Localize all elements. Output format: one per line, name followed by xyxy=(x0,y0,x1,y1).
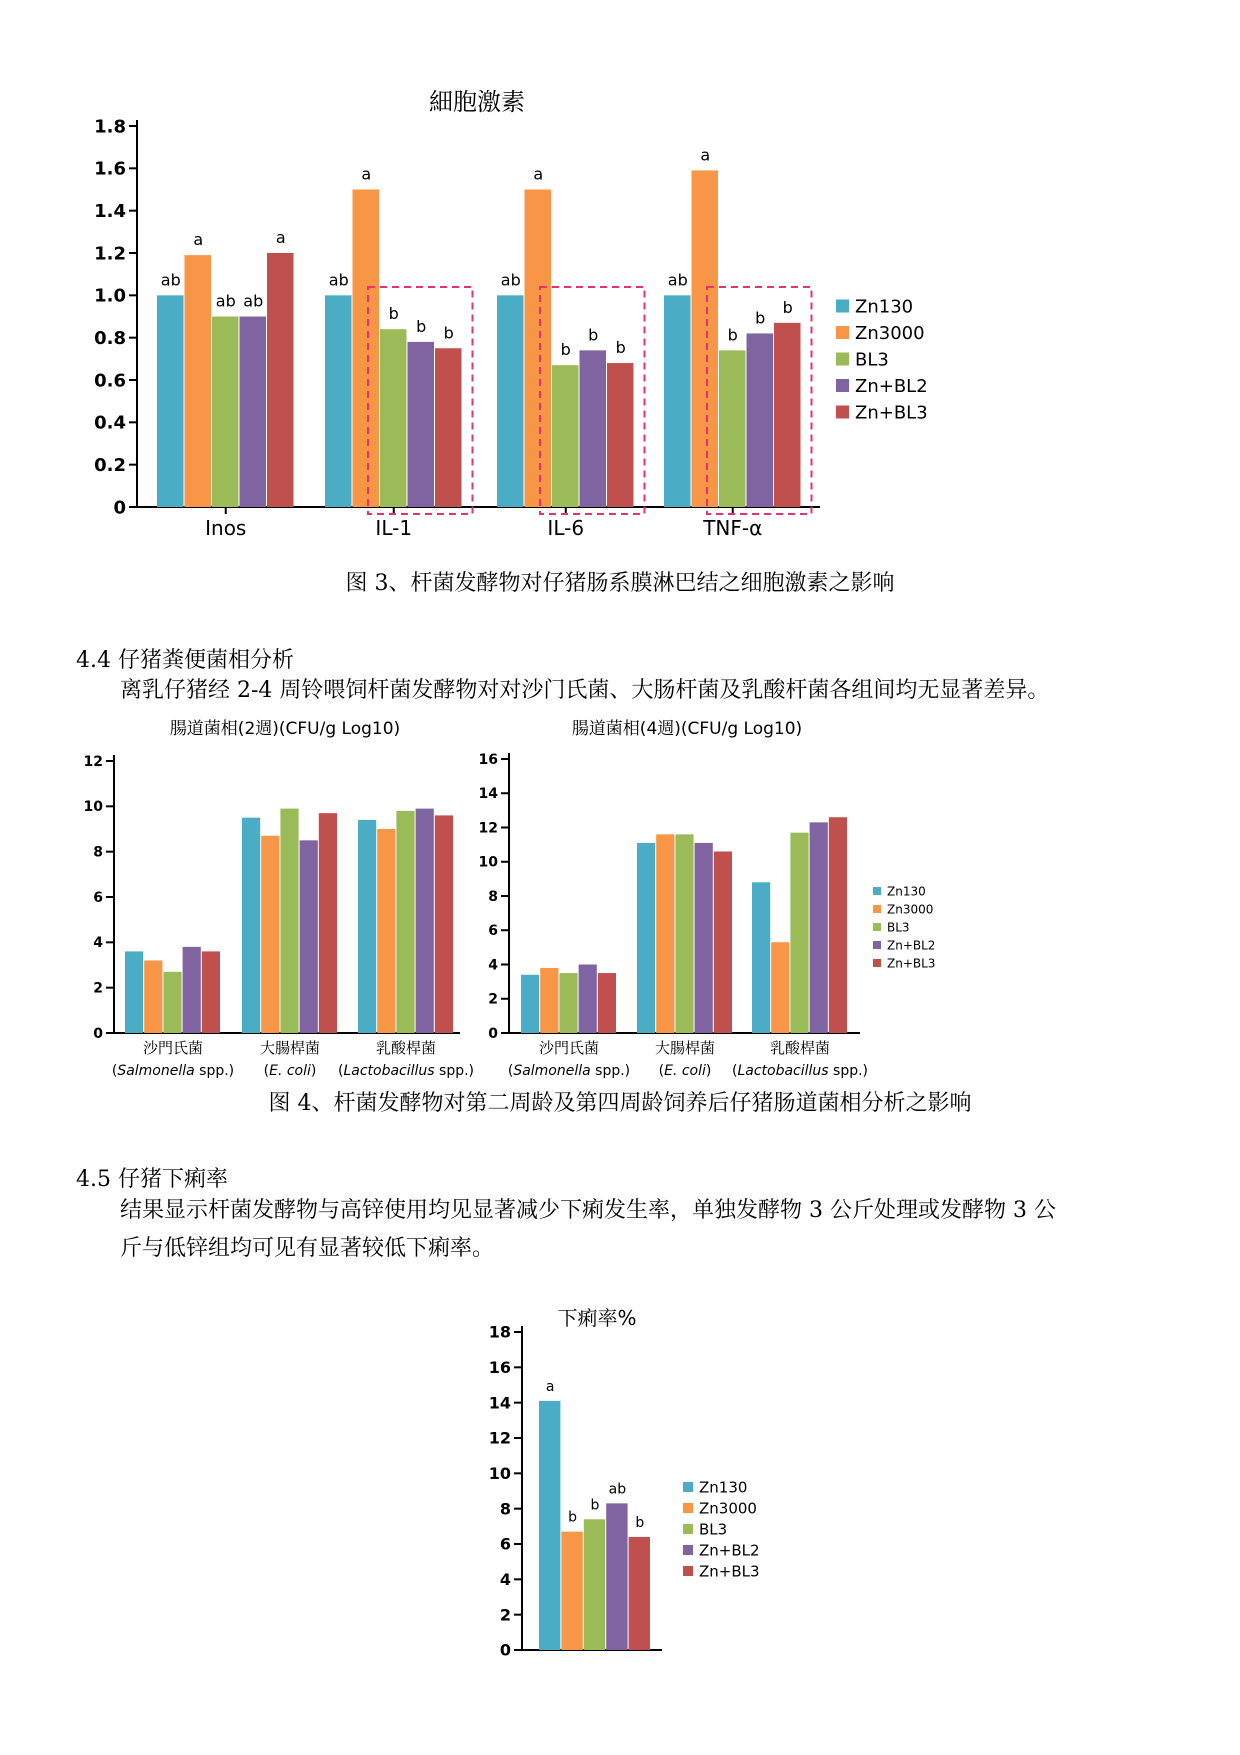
x-category-label: 乳酸桿菌 xyxy=(769,1039,831,1057)
y-tick-label: 8 xyxy=(93,844,103,861)
figure4-caption: 图 4、杆菌发酵物对第二周龄及第四周龄饲养后仔猪肠道菌相分析之影响 xyxy=(268,1091,972,1116)
x-category-label: 沙門氏菌 xyxy=(538,1039,600,1057)
y-tick-label: 2 xyxy=(93,980,103,997)
chart-title: 細胞激素 xyxy=(429,88,525,116)
significance-label: ab xyxy=(667,270,688,290)
legend-label: Zn+BL2 xyxy=(887,938,936,953)
legend-label: BL3 xyxy=(887,920,910,935)
latin-name: Lactobacillus xyxy=(737,1063,829,1079)
significance-label: ab xyxy=(215,291,236,311)
y-tick-label: 8 xyxy=(488,888,498,905)
bar-zn-bl2 xyxy=(606,1503,627,1650)
y-tick-label: 2 xyxy=(499,1605,511,1625)
significance-label: a xyxy=(533,164,544,184)
section-4-5-text-line2: 斤与低锌组均可见有显著较低下痢率。 xyxy=(120,1236,495,1261)
y-tick-label: 16 xyxy=(478,751,498,768)
y-tick-label: 10 xyxy=(478,854,498,871)
y-tick-label: 12 xyxy=(83,753,103,770)
legend-label: Zn3000 xyxy=(887,902,934,917)
significance-label: b xyxy=(615,338,626,358)
y-tick-label: 1.6 xyxy=(94,158,126,180)
y-tick-label: 0 xyxy=(488,1025,498,1042)
latin-name: E. coli xyxy=(269,1063,311,1079)
y-tick-label: 6 xyxy=(93,889,103,906)
chart-title: 下痢率% xyxy=(557,1306,637,1330)
legend-label: Zn+BL3 xyxy=(887,956,936,971)
latin-name: Lactobacillus xyxy=(343,1063,435,1079)
y-tick-label: 0.2 xyxy=(94,454,126,476)
legend-swatch-bl3 xyxy=(683,1524,693,1534)
legend-swatch-zn-bl3 xyxy=(683,1566,693,1576)
y-tick-label: 4 xyxy=(499,1569,511,1589)
bar-bl3 xyxy=(584,1519,605,1650)
latin-suffix: ) xyxy=(310,1063,317,1079)
y-tick-label: 1.2 xyxy=(94,243,126,265)
bar-zn-bl3 xyxy=(629,1537,650,1650)
latin-prefix: ( xyxy=(337,1063,344,1079)
x-category-label: 大腸桿菌 xyxy=(654,1039,716,1057)
section-4-5-text-line1: 结果显示杆菌发酵物与高锌使用均见显著减少下痢发生率，单独发酵物 3 公斤处理或发酵物 3 公 xyxy=(120,1198,1056,1223)
y-tick-label: 2 xyxy=(488,991,498,1008)
legend-label: Zn130 xyxy=(855,296,914,318)
x-category-label: 沙門氏菌 xyxy=(142,1039,204,1057)
y-tick-label: 0 xyxy=(93,1025,103,1042)
significance-label: b xyxy=(588,325,599,345)
latin-name: E. coli xyxy=(664,1063,706,1079)
legend-label: BL3 xyxy=(855,349,889,371)
section-4-5-heading: 4.5 仔猪下痢率 xyxy=(76,1167,228,1192)
x-category-label: TNF-α xyxy=(703,516,763,540)
chart-title: 腸道菌相(4週)(CFU/g Log10) xyxy=(571,719,803,739)
y-tick-label: 8 xyxy=(499,1499,511,1519)
bar-zn3000 xyxy=(561,1532,582,1650)
significance-label: b xyxy=(635,1514,645,1531)
y-tick-label: 10 xyxy=(83,799,103,816)
y-tick-label: 0.6 xyxy=(94,370,126,392)
latin-suffix: spp.) xyxy=(434,1063,475,1079)
significance-label: b xyxy=(727,325,738,345)
latin-prefix: ( xyxy=(658,1063,665,1079)
significance-label: b xyxy=(590,1497,600,1514)
legend-swatch-zn3000 xyxy=(683,1503,693,1513)
latin-name: Salmonella xyxy=(513,1063,591,1079)
significance-label: b xyxy=(443,323,454,343)
significance-label: a xyxy=(193,230,204,250)
figure3-caption: 图 3、杆菌发酵物对仔猪肠系膜淋巴结之细胞激素之影响 xyxy=(345,571,895,596)
legend-label: Zn3000 xyxy=(699,1499,757,1518)
y-tick-label: 1.8 xyxy=(94,116,126,138)
legend-swatch-zn130 xyxy=(683,1482,693,1492)
y-tick-label: 6 xyxy=(488,923,498,940)
y-tick-label: 14 xyxy=(478,786,498,803)
y-tick-label: 0.8 xyxy=(94,327,126,349)
x-category-label: IL-6 xyxy=(547,516,585,540)
significance-label: a xyxy=(361,164,372,184)
legend-label: Zn+BL2 xyxy=(855,375,928,397)
latin-suffix: spp.) xyxy=(828,1063,869,1079)
significance-label: b xyxy=(568,1509,578,1526)
legend-label: Zn+BL2 xyxy=(699,1541,760,1560)
legend-label: Zn+BL3 xyxy=(699,1562,760,1581)
significance-label: ab xyxy=(500,270,521,290)
significance-label: b xyxy=(755,308,766,328)
section-4-4-text: 离乳仔猪经 2-4 周铃喂饲杆菌发酵物对对沙门氏菌、大肠杆菌及乳酸杆菌各组间均无显著差异。 xyxy=(120,678,1050,703)
significance-label: b xyxy=(560,340,571,360)
latin-name: Salmonella xyxy=(117,1063,195,1079)
significance-label: b xyxy=(416,316,427,336)
latin-suffix: ) xyxy=(705,1063,712,1079)
latin-suffix: spp.) xyxy=(194,1063,235,1079)
y-tick-label: 4 xyxy=(93,935,103,952)
y-tick-label: 1.0 xyxy=(94,285,126,307)
y-tick-label: 12 xyxy=(488,1428,511,1448)
latin-prefix: ( xyxy=(263,1063,270,1079)
y-tick-label: 0 xyxy=(499,1640,511,1660)
y-tick-label: 16 xyxy=(488,1357,511,1377)
significance-label: ab xyxy=(328,270,349,290)
latin-prefix: ( xyxy=(507,1063,514,1079)
legend-label: Zn+BL3 xyxy=(855,402,928,424)
y-tick-label: 10 xyxy=(488,1463,511,1483)
latin-prefix: ( xyxy=(111,1063,118,1079)
latin-prefix: ( xyxy=(731,1063,738,1079)
x-category-label: Inos xyxy=(205,516,247,540)
legend-swatch-zn-bl2 xyxy=(683,1545,693,1555)
significance-label: ab xyxy=(243,291,264,311)
significance-label: b xyxy=(388,304,399,324)
legend-label: Zn3000 xyxy=(855,322,925,344)
y-tick-label: 1.4 xyxy=(94,200,126,222)
latin-suffix: spp.) xyxy=(590,1063,631,1079)
y-tick-label: 14 xyxy=(488,1393,511,1413)
section-4-4-heading: 4.4 仔猪粪便菌相分析 xyxy=(76,648,294,673)
chart-title: 腸道菌相(2週)(CFU/g Log10) xyxy=(169,719,401,739)
legend-label: Zn130 xyxy=(699,1478,748,1497)
significance-label: ab xyxy=(160,270,181,290)
x-category-label: IL-1 xyxy=(375,516,413,540)
x-category-label: 乳酸桿菌 xyxy=(375,1039,437,1057)
x-category-label: 大腸桿菌 xyxy=(259,1039,321,1057)
significance-label: a xyxy=(275,228,286,247)
legend-label: Zn130 xyxy=(887,884,926,899)
significance-label: a xyxy=(545,1378,555,1395)
y-tick-label: 4 xyxy=(488,957,498,974)
significance-label: ab xyxy=(608,1481,627,1498)
significance-label: b xyxy=(782,297,793,317)
legend-label: BL3 xyxy=(699,1520,728,1539)
significance-label: a xyxy=(700,145,711,165)
y-tick-label: 0 xyxy=(113,497,126,519)
y-tick-label: 12 xyxy=(478,820,498,837)
y-tick-label: 6 xyxy=(499,1534,511,1554)
bar-zn130 xyxy=(539,1401,560,1650)
y-tick-label: 0.4 xyxy=(94,412,126,434)
y-tick-label: 18 xyxy=(488,1322,511,1342)
